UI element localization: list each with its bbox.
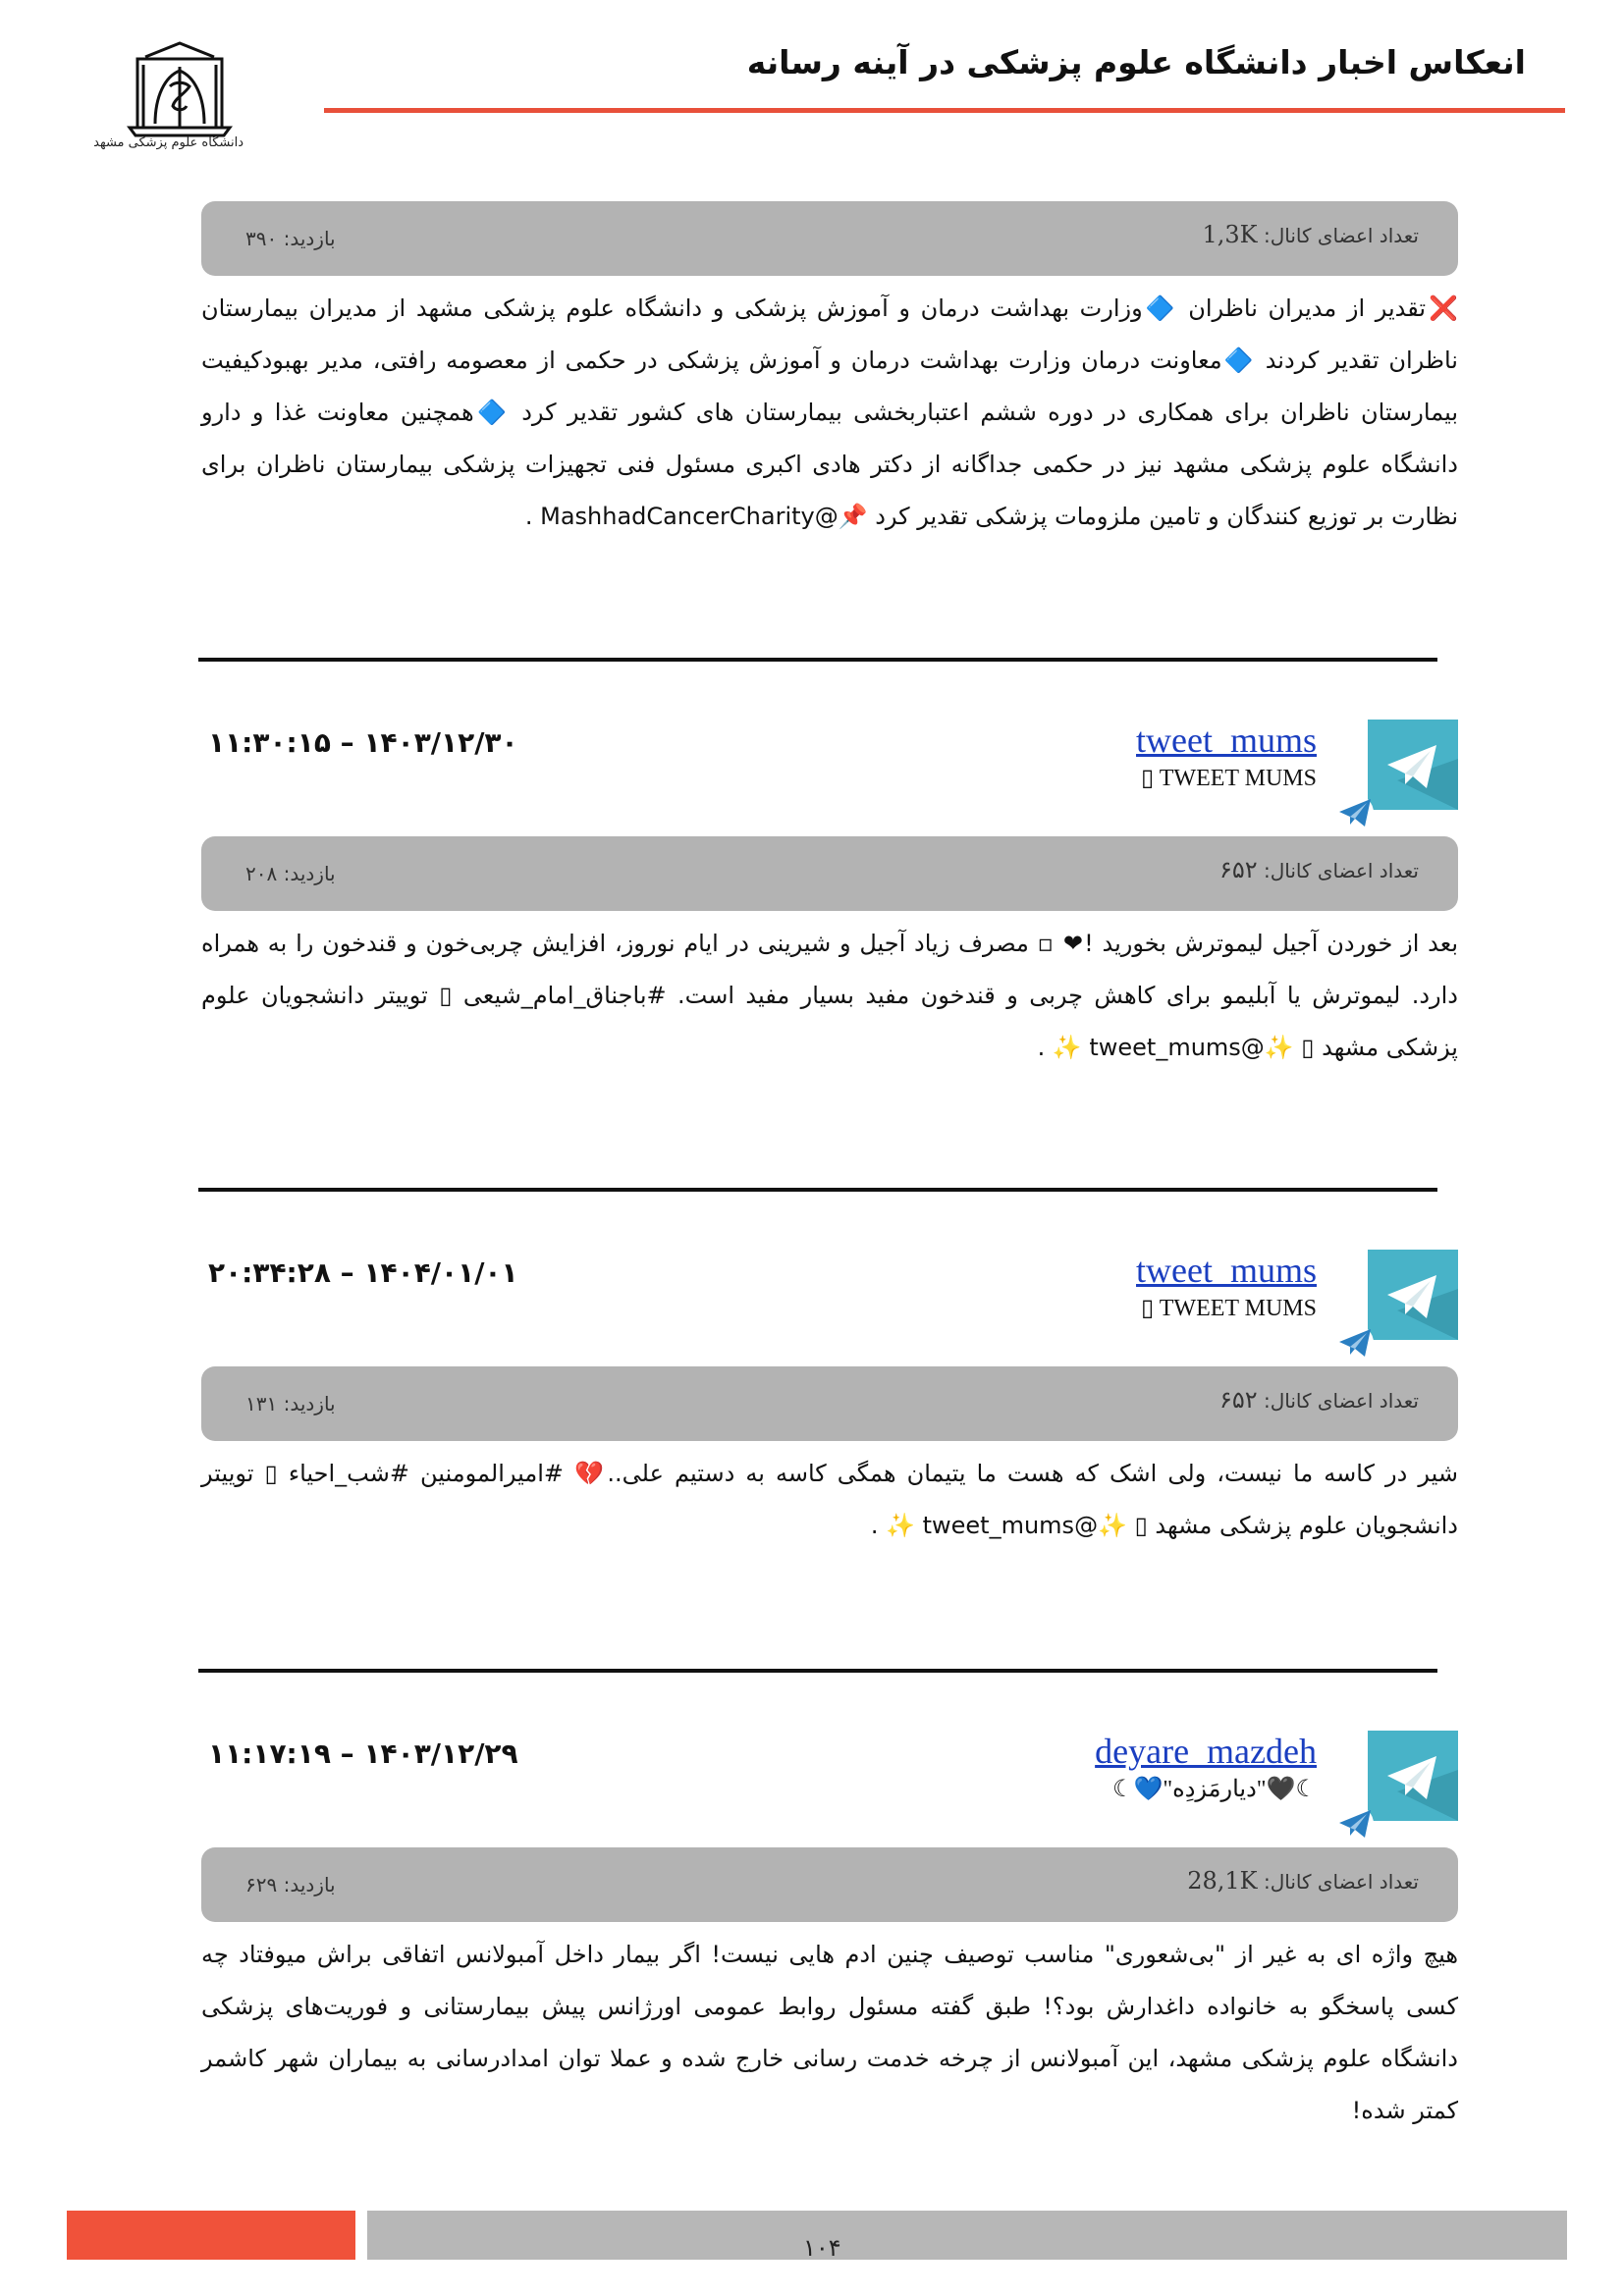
channel-avatar[interactable]	[1368, 1731, 1458, 1821]
channel-avatar[interactable]	[1368, 1250, 1458, 1340]
post-stats-bar	[201, 1847, 1458, 1922]
channel-name-link[interactable]: deyare_mazdeh	[1095, 1732, 1317, 1771]
channel-subtitle: ▯ TWEET MUMS	[1141, 1296, 1317, 1321]
telegram-badge-icon	[1335, 1804, 1375, 1843]
post-date: ۱۴۰۴/۰۱/۰۱ – ۲۰:۳۴:۲۸	[208, 1256, 518, 1289]
views-count: بازدید: ۲۰۸	[245, 862, 336, 885]
post-divider	[198, 658, 1437, 662]
channel-avatar[interactable]	[1368, 720, 1458, 810]
post-divider	[198, 1669, 1437, 1673]
members-count: تعداد اعضای کانال: ۶۵۲	[1218, 1386, 1419, 1414]
page-title: انعکاس اخبار دانشگاه علوم پزشکی در آینه رسانه	[746, 43, 1526, 81]
telegram-badge-icon	[1335, 1323, 1375, 1362]
channel-name-link[interactable]: tweet_mums	[1136, 1251, 1317, 1290]
header-divider	[324, 108, 1565, 113]
post-stats-bar	[201, 836, 1458, 911]
telegram-icon	[1368, 1250, 1458, 1340]
post-text: هیچ واژه ای به غیر از "بی‌شعوری" مناسب توصیف چنین ادم هایی نیست! اگر بیمار داخل آمبولانس اتفاقی براش میوفتاد چه کسی پاسخگو به خانواده داغدارش بود؟! طبق گفته مسئول روابط عمومی اورژانس پیش بیمارستانی و فوریت‌های پزشکی دانشگاه علوم پزشکی مشهد، این آمبولانس از چرخه خدمت رسانی خارج شده و عملا توان امدادرسانی به بیماران شهر کاشمر کمتر شده!	[201, 1941, 1458, 2124]
channel-subtitle: ☾💙"دیارمَزدِه"🖤☾	[1111, 1777, 1317, 1802]
post-text: ❌تقدیر از مدیران ناظران 🔷وزارت بهداشت درمان و آموزش پزشکی و دانشگاه علوم پزشکی مشهد از مدیران بیمارستان ناظران تقدیر کردند 🔷معاونت درمان وزارت بهداشت درمان و آموزش پزشکی در حکمی از معصومه رافتی، مدیر بهبودکیفیت بیمارستان ناظران برای همکاری در دوره ششم اعتباربخشی بیمارستان های کشور تقدیر کرد 🔷همچنین معاونت غذا و دارو دانشگاه علوم پزشکی مشهد نیز در حکمی جداگانه از دکتر هادی اکبری مسئول فنی تجهیزات پزشکی بیمارستان ناظران برای نظارت بر توزیع کنندگان و تامین ملزومات پزشکی تقدیر کرد 📌@MashhadCancerCharity .	[201, 294, 1458, 530]
post-date: ۱۴۰۳/۱۲/۲۹ – ۱۱:۱۷:۱۹	[208, 1737, 518, 1770]
post-divider	[198, 1188, 1437, 1192]
post-date: ۱۴۰۳/۱۲/۳۰ – ۱۱:۳۰:۱۵	[208, 726, 518, 759]
channel-subtitle: ▯ TWEET MUMS	[1141, 766, 1317, 791]
post-stats-bar	[201, 201, 1458, 276]
page-number: ۱۰۴	[803, 2234, 841, 2262]
post-stats-bar	[201, 1366, 1458, 1441]
views-count: بازدید: ۱۳۱	[245, 1392, 336, 1415]
telegram-icon	[1368, 720, 1458, 810]
members-count: تعداد اعضای کانال: ۶۵۲	[1218, 856, 1419, 883]
views-count: بازدید: ۳۹۰	[245, 227, 336, 250]
channel-name-link[interactable]: tweet_mums	[1136, 721, 1317, 760]
footer-accent-bar	[67, 2211, 355, 2260]
university-logo-text: دانشگاه علوم پزشکی مشهد	[93, 135, 244, 150]
post-text: شیر در کاسه ما نیست، ولی اشک که هست ما یتیمان همگی کاسه به دستیم علی..💔 #امیرالمومنین #شب_احیاء ▯ توییتر دانشجویان علوم پزشکی مشهد ▯ ✨@tweet_mums ✨ .	[201, 1460, 1458, 1539]
footer-bar	[367, 2211, 1567, 2260]
members-count: تعداد اعضای کانال: 28,1K	[1187, 1867, 1419, 1895]
telegram-badge-icon	[1335, 793, 1375, 832]
telegram-icon	[1368, 1731, 1458, 1821]
post-text: بعد از خوردن آجیل لیموترش بخورید !❤ ▫ مصرف زیاد آجیل و شیرینی در ایام نوروز، افزایش چربی‌خون و قندخون را به همراه دارد. لیموترش یا آبلیمو برای کاهش چربی و قندخون مفید بسیار مفید است. #باجناق_امام_شیعی ▯ توییتر دانشجویان علوم پزشکی مشهد ▯ ✨@tweet_mums ✨ .	[201, 930, 1458, 1061]
views-count: بازدید: ۶۲۹	[245, 1873, 336, 1896]
members-count: تعداد اعضای کانال: 1,3K	[1202, 221, 1419, 248]
